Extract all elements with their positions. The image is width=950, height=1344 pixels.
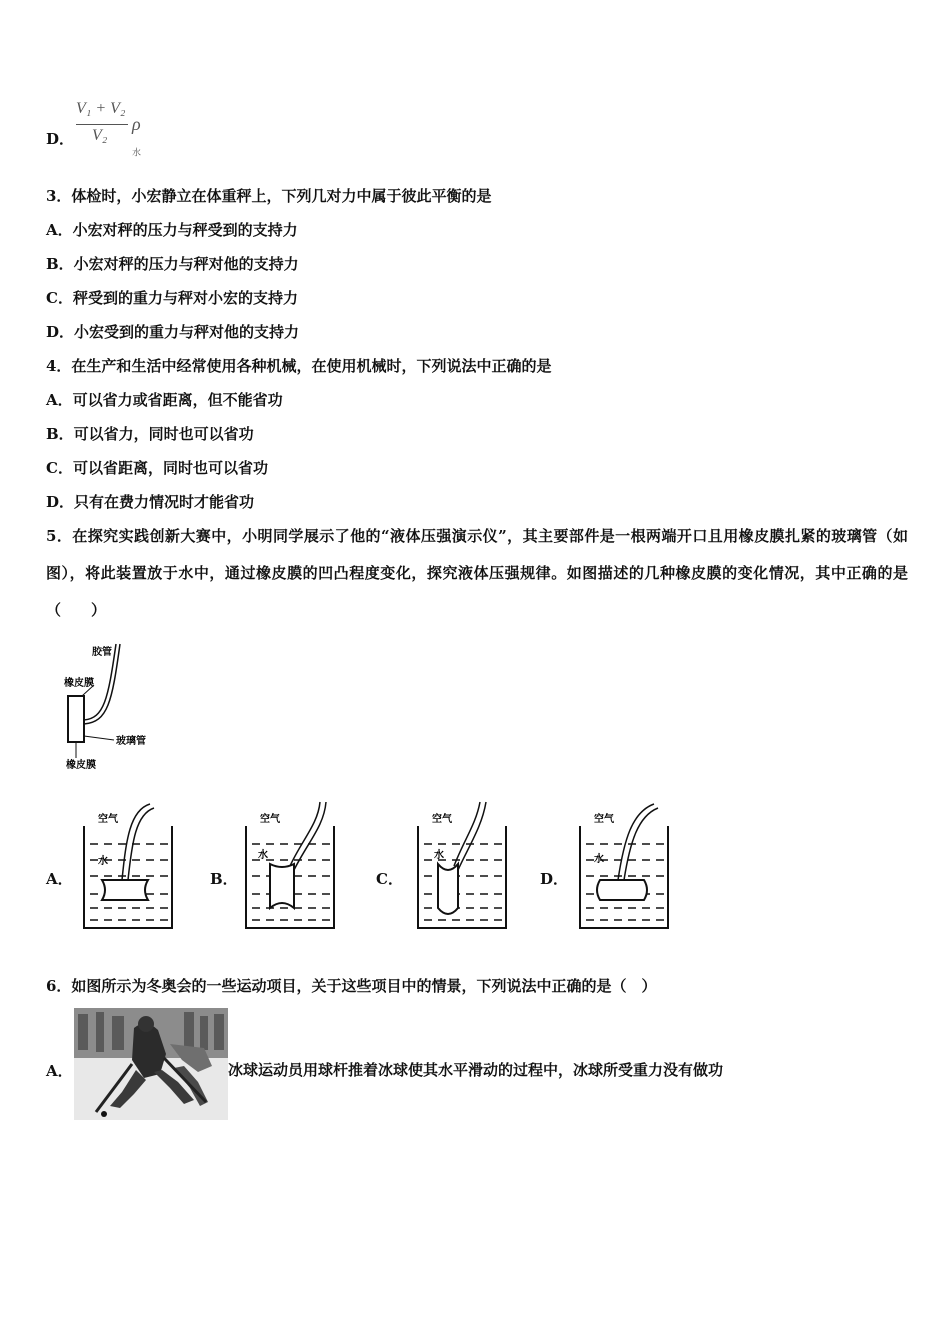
svg-text:水: 水 xyxy=(434,850,444,861)
q5-option-d[interactable]: D． xyxy=(540,870,569,888)
q4-option-d[interactable]: D．只有在费力情况时才能省功 xyxy=(46,493,255,511)
q5-beaker-c xyxy=(412,800,512,932)
q2-option-d-label: D． xyxy=(46,130,75,148)
label-membrane-top: 橡皮膜 xyxy=(64,678,94,689)
q4-option-a[interactable]: A．可以省力或省距离，但不能省功 xyxy=(46,391,283,409)
svg-text:空气: 空气 xyxy=(98,814,118,825)
svg-text:水: 水 xyxy=(98,856,108,867)
q3-option-a[interactable]: A．小宏对秤的压力与秤受到的支持力 xyxy=(46,221,298,239)
q5-beaker-d xyxy=(574,800,674,932)
q5-device-figure xyxy=(56,640,166,775)
q5-beaker-b xyxy=(240,800,340,932)
q5-option-c[interactable]: C． xyxy=(376,870,403,888)
q6-hockey-photo xyxy=(74,1008,228,1120)
label-membrane-bottom: 橡皮膜 xyxy=(66,760,96,771)
q5-option-b[interactable]: B． xyxy=(210,870,238,888)
label-glass-tube: 玻璃管 xyxy=(116,736,146,747)
svg-text:空气: 空气 xyxy=(432,814,452,825)
q5-beaker-a xyxy=(78,800,178,932)
q3-option-b[interactable]: B．小宏对秤的压力与秤对他的支持力 xyxy=(46,255,299,273)
formula-rho: $\rho_水$ xyxy=(132,114,142,158)
q5-option-a[interactable]: A． xyxy=(46,870,73,888)
svg-text:水: 水 xyxy=(594,854,604,865)
formula-numerator: V₁ + V₂ xyxy=(76,100,126,117)
svg-text:空气: 空气 xyxy=(594,814,614,825)
q4-stem: 4．在生产和生活中经常使用各种机械，在使用机械时，下列说法中正确的是 xyxy=(46,357,552,375)
svg-text:水: 水 xyxy=(258,850,268,861)
glass-tube xyxy=(68,696,84,742)
q4-option-b[interactable]: B．可以省力，同时也可以省功 xyxy=(46,425,254,443)
q5-stem: 5．在探究实践创新大赛中，小明同学展示了他的“液体压强演示仪”，其主要部件是一根两端开口且用橡皮膜扎紧的玻璃管（如图），将此装置放于水中，通过橡皮膜的凹凸程度变化，探究液体压强规律。如图描述的几种橡皮膜的变化情况，其中正确的是（ ） xyxy=(46,527,908,619)
formula-denominator: V₂ xyxy=(92,127,108,144)
q6-option-a-text: 冰球运动员用球杆推着冰球使其水平滑动的过程中，冰球所受重力没有做功 xyxy=(228,1061,724,1079)
q6-option-a-label[interactable]: A． xyxy=(46,1062,73,1080)
fraction-bar xyxy=(76,124,128,125)
q3-option-d[interactable]: D．小宏受到的重力与秤对他的支持力 xyxy=(46,323,300,341)
q6-stem: 6．如图所示为冬奥会的一些运动项目，关于这些项目中的情景，下列说法中正确的是（ ） xyxy=(46,977,657,995)
q3-stem: 3．体检时，小宏静立在体重秤上，下列几对力中属于彼此平衡的是 xyxy=(46,187,492,205)
label-hose: 胶管 xyxy=(92,647,112,658)
q4-option-c[interactable]: C．可以省距离，同时也可以省功 xyxy=(46,459,268,477)
q3-option-c[interactable]: C．秤受到的重力与秤对小宏的支持力 xyxy=(46,289,298,307)
svg-text:空气: 空气 xyxy=(260,814,280,825)
